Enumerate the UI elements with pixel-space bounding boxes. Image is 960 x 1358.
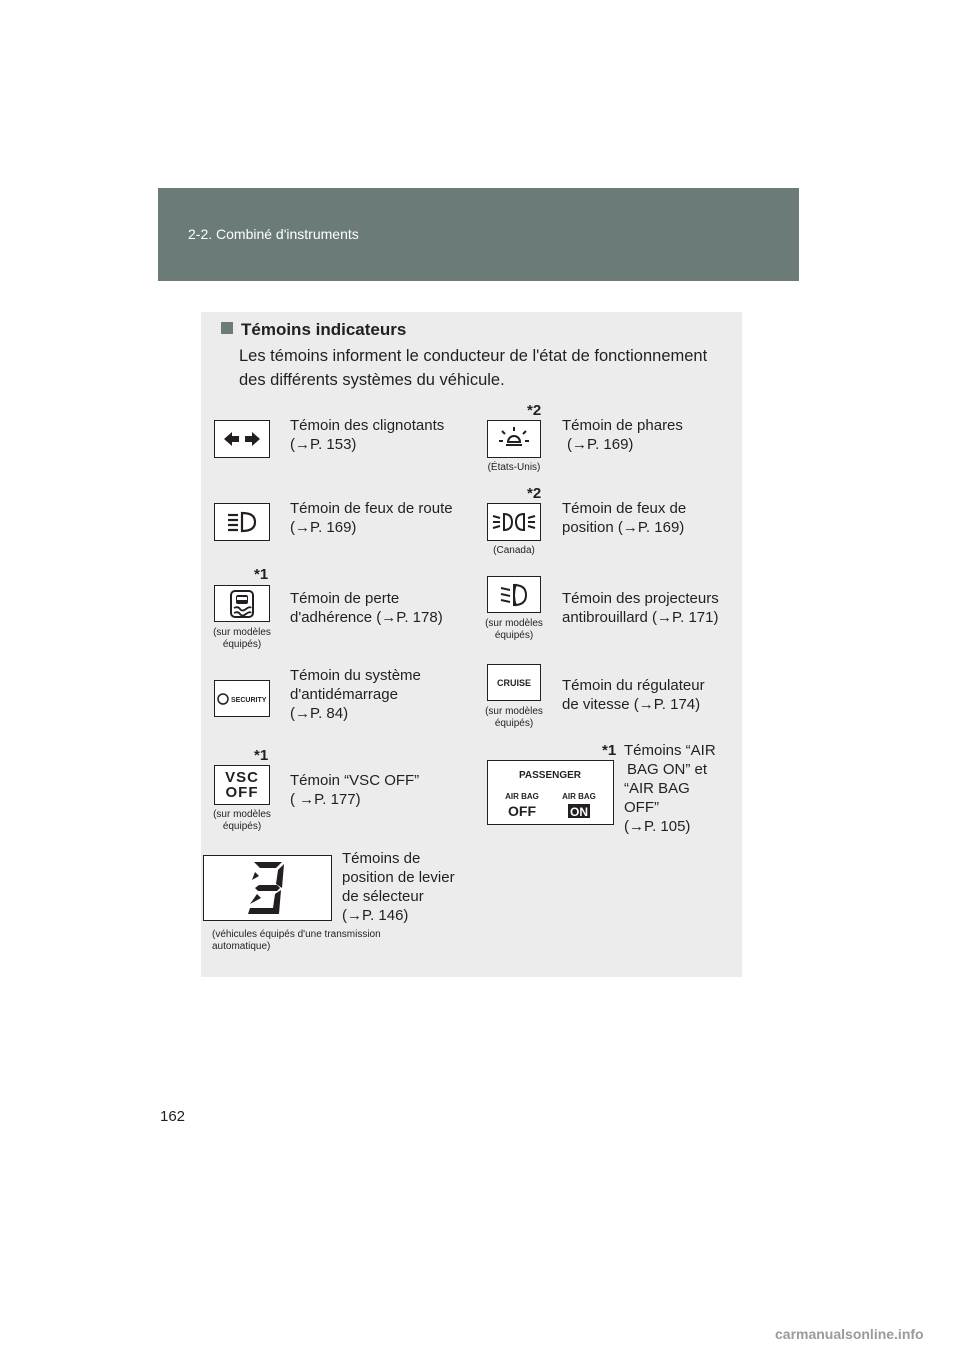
note-marker: *2 bbox=[527, 402, 542, 419]
headlight-icon bbox=[487, 420, 541, 458]
caption-line: (sur modèles bbox=[213, 627, 271, 638]
label-line: OFF” bbox=[624, 799, 659, 816]
caption-line: (sur modèles bbox=[485, 706, 543, 717]
page-ref: (→P. 105) bbox=[624, 818, 691, 835]
vsc-caption bbox=[202, 809, 282, 833]
label-line: Témoin des clignotants bbox=[290, 417, 445, 434]
label-line: position de levier bbox=[342, 869, 455, 886]
label-line: antibrouillard (→P. 171) bbox=[562, 609, 719, 626]
note-marker: *1 bbox=[602, 742, 617, 759]
label-line: Témoin de feux de bbox=[562, 500, 687, 517]
cruise-indicator-icon bbox=[487, 664, 541, 701]
label-line: d'adhérence (→P. 178) bbox=[290, 609, 443, 626]
cruise-caption bbox=[474, 706, 554, 730]
note-marker: *1 bbox=[254, 566, 269, 583]
caption-line: (sur modèles bbox=[213, 809, 271, 820]
fog-label bbox=[562, 589, 719, 627]
page-ref: position (→P. 169) bbox=[562, 519, 685, 536]
cruise-icon-text: CRUISE bbox=[496, 677, 531, 688]
turn-signal-label bbox=[290, 416, 444, 454]
airbag-right-text: AIR BAG bbox=[562, 792, 596, 801]
headlight-label bbox=[562, 416, 683, 454]
airbag-label bbox=[624, 741, 716, 836]
label-line: Témoin de phares bbox=[562, 417, 683, 434]
label-line: Témoins “AIR bbox=[624, 742, 716, 759]
turn-signal-icon bbox=[214, 420, 270, 458]
airbag-left-text: AIR BAG bbox=[505, 792, 539, 801]
caption-line: équipés) bbox=[494, 630, 534, 641]
security-indicator-icon bbox=[214, 680, 270, 717]
slip-indicator-icon bbox=[214, 585, 270, 622]
square-bullet-icon bbox=[221, 322, 233, 334]
security-icon-text: SECURITY bbox=[231, 696, 267, 704]
shift-label bbox=[342, 849, 455, 925]
slip-caption bbox=[202, 627, 282, 651]
airbag-on-text: ON bbox=[570, 805, 588, 819]
page-ref: ( →P. 177) bbox=[290, 791, 361, 808]
chapter-header bbox=[158, 188, 799, 281]
shift-position-display bbox=[203, 855, 332, 921]
section-title: Témoins indicateurs bbox=[241, 320, 407, 339]
page-ref: (→P. 153) bbox=[290, 436, 357, 453]
slip-label bbox=[290, 589, 443, 627]
page-ref: (→P. 146) bbox=[342, 907, 409, 924]
tail-light-label bbox=[562, 499, 686, 537]
label-line: Témoin du régulateur bbox=[562, 677, 705, 694]
high-beam-icon bbox=[214, 503, 270, 541]
caption-line: (sur modèles bbox=[485, 618, 543, 629]
airbag-off-text: OFF bbox=[508, 803, 536, 819]
label-line: Témoin des projecteurs bbox=[562, 590, 719, 607]
label-line: Témoin de perte bbox=[290, 590, 400, 607]
shift-caption bbox=[212, 929, 381, 953]
tail-light-icon bbox=[487, 503, 541, 541]
caption-line: équipés) bbox=[494, 718, 534, 729]
chapter-title: 2-2. Combiné d'instruments bbox=[188, 226, 359, 242]
label-line: BAG ON” et bbox=[627, 761, 708, 778]
page-number: 162 bbox=[160, 1108, 186, 1125]
note-marker: *1 bbox=[254, 747, 269, 764]
page-ref: (→P. 169) bbox=[567, 436, 634, 453]
caption-line: équipés) bbox=[222, 821, 262, 832]
caption-line: automatique) bbox=[212, 941, 271, 952]
page-ref: (→P. 169) bbox=[290, 519, 357, 536]
security-label bbox=[290, 666, 421, 723]
footer-watermark: carmanualsonline.info bbox=[775, 1326, 924, 1342]
high-beam-label bbox=[290, 499, 453, 537]
vsc-off-icon bbox=[214, 765, 270, 805]
label-line: Témoin “VSC OFF” bbox=[290, 772, 420, 789]
section-intro: Les témoins informent le conducteur de l'état de fonctionnement des différents systèmes du véhicule. bbox=[239, 347, 708, 389]
caption-line: (véhicules équipés d'une transmission bbox=[212, 929, 381, 940]
off-text: OFF bbox=[225, 784, 259, 801]
fog-light-icon bbox=[487, 576, 541, 613]
airbag-status-icon bbox=[487, 760, 614, 825]
passenger-text: PASSENGER bbox=[518, 770, 582, 781]
note-marker: *2 bbox=[527, 485, 542, 502]
label-line: Témoins de bbox=[342, 850, 421, 867]
label-line: d'antidémarrage bbox=[290, 686, 398, 703]
cruise-label bbox=[562, 676, 705, 714]
label-line: de vitesse (→P. 174) bbox=[562, 696, 701, 713]
label-line: “AIR BAG bbox=[624, 780, 690, 797]
caption-line: équipés) bbox=[222, 639, 262, 650]
tail-light-caption: (Canada) bbox=[493, 545, 535, 556]
vsc-label bbox=[290, 771, 419, 809]
headlight-caption: (États-Unis) bbox=[487, 462, 541, 473]
fog-caption bbox=[474, 618, 554, 642]
page-ref: (→P. 84) bbox=[290, 705, 349, 722]
label-line: Témoin du système bbox=[290, 667, 421, 684]
section-heading bbox=[221, 320, 406, 340]
label-line: Témoin de feux de route bbox=[290, 500, 453, 517]
label-line: de sélecteur bbox=[342, 888, 424, 905]
vsc-text: VSC bbox=[225, 769, 259, 786]
